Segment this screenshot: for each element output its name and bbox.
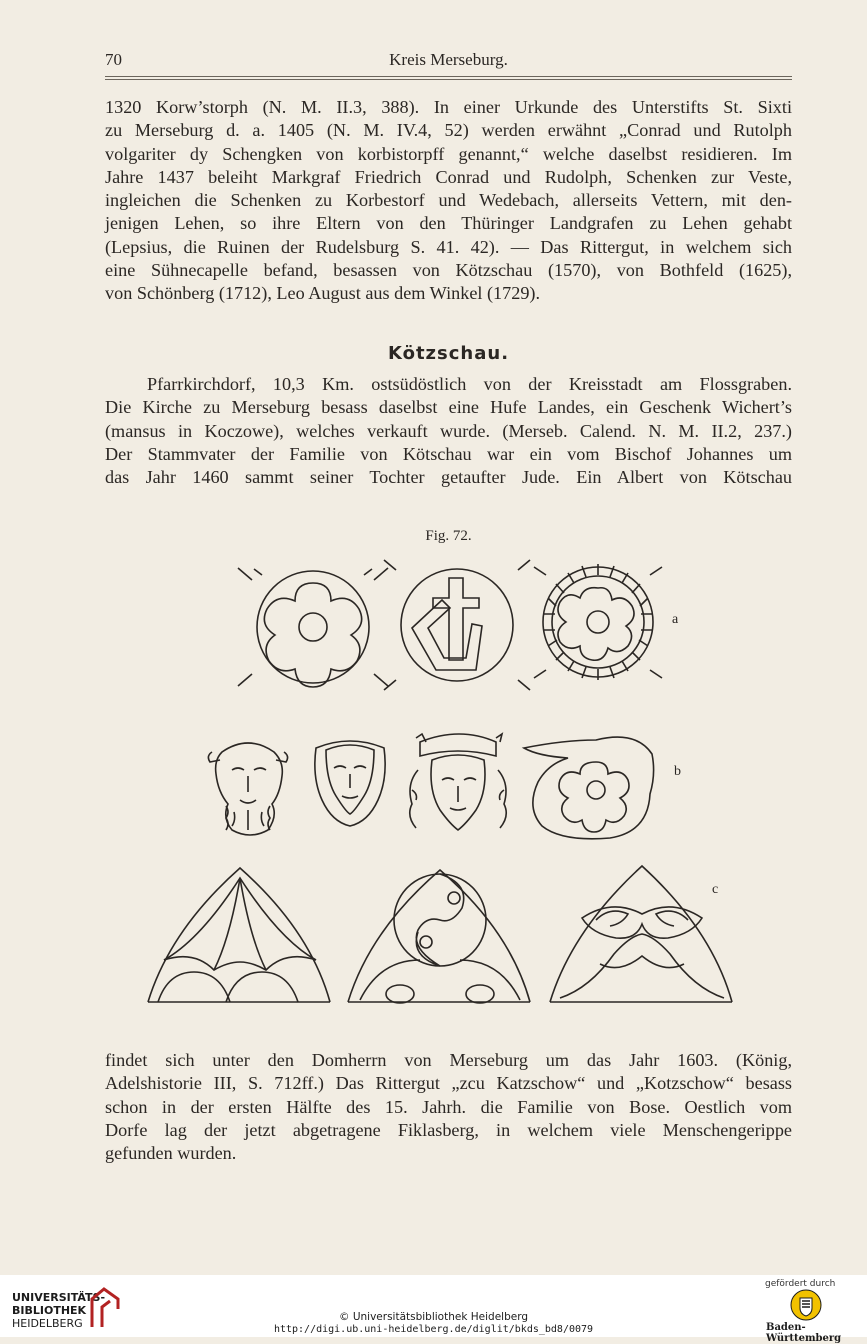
text-line: 1320 Korw’storph (N. M. II.3, 388). In einer Urkunde des Unterstifts St. Sixti bbox=[105, 97, 792, 117]
text-line: das Jahr 1460 sammt seiner Tochter getaufter Jude. Ein Albert von Kötschau bbox=[105, 467, 792, 488]
text-line: ingleichen die Schenken zu Korbestorf und Wedebach, allerseits Vettern, mit den- bbox=[105, 190, 792, 211]
page-header bbox=[105, 50, 792, 76]
cross-boss-drawing bbox=[384, 560, 530, 690]
text-line: Jahre 1437 beleiht Markgraf Friedrich Conrad und Rudolph, Schenken zur Veste, bbox=[105, 166, 792, 187]
text-line: Pfarrkirchdorf, 10,3 Km. ostsüdöstlich von der Kreisstadt am Flossgraben. bbox=[147, 374, 792, 394]
library-name-line: HEIDELBERG bbox=[12, 1317, 83, 1330]
figure-row-label-c: c bbox=[712, 882, 719, 897]
library-name-line: BIBLIOTHEK bbox=[12, 1304, 87, 1317]
figure-row-label-b: b bbox=[674, 764, 681, 779]
funded-by-label: gefördert durch bbox=[765, 1279, 836, 1289]
rose-rosette-drawing bbox=[238, 568, 388, 687]
text-line: gefunden wurden. bbox=[105, 1143, 237, 1164]
text-line: findet sich unter den Domherrn von Merseburg um das Jahr 1603. (König, bbox=[105, 1050, 792, 1070]
paragraph-1 bbox=[105, 96, 792, 306]
paragraph-2 bbox=[105, 373, 792, 489]
page-number: 70 bbox=[105, 50, 122, 69]
text-line: Dorfe lag der jetzt abgetragene Fiklasberg, in welchem viele Menschengerippe bbox=[105, 1119, 792, 1140]
crowned-head-drawing bbox=[410, 734, 507, 830]
section-heading: Kötzschau. bbox=[387, 343, 510, 364]
shield-face-drawing bbox=[315, 741, 385, 826]
figure-caption: Fig. 72. bbox=[425, 528, 472, 544]
paragraph-3 bbox=[105, 1049, 792, 1165]
funder-name: Baden-Württemberg bbox=[766, 1322, 842, 1344]
text-line: (Lepsius, die Ruinen der Rudelsburg S. 41. 42). — Das Rittergut, in welchem sich bbox=[105, 236, 792, 257]
tracery-arch-1-drawing bbox=[148, 868, 330, 1002]
tracery-arch-3-drawing bbox=[550, 866, 732, 1002]
leaf-rosette-drawing bbox=[524, 737, 654, 839]
text-line: Adelshistorie III, S. 712ff.) Das Rittergut „zcu Katzschow“ und „Kotzschow“ besass bbox=[105, 1073, 792, 1094]
text-line: von Schönberg (1712), Leo August aus dem Winkel (1729). bbox=[105, 283, 541, 304]
text-line: eine Sühnecapelle befand, besassen von Kötzschau (1570), von Bothfeld (1625), bbox=[105, 260, 792, 281]
text-line: Die Kirche zu Merseburg besass daselbst eine Hufe Landes, ein Geschenk Wichert’s bbox=[105, 397, 792, 418]
header-rule bbox=[105, 76, 792, 80]
footer-bar bbox=[0, 1275, 867, 1344]
rope-rosette-drawing bbox=[534, 564, 662, 680]
running-title: Kreis Merseburg. bbox=[389, 50, 508, 69]
figure-row-label-a: a bbox=[672, 612, 679, 627]
text-line: Der Stammvater der Familie von Kötschau war ein vom Bischof Johannes um bbox=[105, 443, 792, 464]
text-line: zu Merseburg d. a. 1405 (N. M. IV.4, 52) werden erwähnt „Conrad und Rutolph bbox=[105, 120, 792, 141]
bearded-head-drawing bbox=[208, 743, 287, 835]
text-line: (mansus in Koczowe), welches verkauft wurde. (Merseb. Calend. N. M. II.2, 237.) bbox=[105, 420, 792, 441]
tracery-arch-2-drawing bbox=[348, 870, 530, 1003]
library-name-line: UNIVERSITÄTS- bbox=[12, 1291, 106, 1304]
text-line: jenigen Lehen, so ihre Eltern von den Thüringer Landgrafen zu Lehen gehabt bbox=[105, 213, 792, 234]
permalink-url[interactable]: http://digi.ub.uni-heidelberg.de/diglit/bkds_bd8/0079 bbox=[273, 1324, 594, 1335]
text-line: volgariter dy Schengken von korbistorpff genannt,“ welche daselbst residieren. Im bbox=[105, 143, 792, 164]
text-line: schon in der ersten Hälfte des 15. Jahrh. die Familie von Bose. Oestlich vom bbox=[105, 1096, 792, 1117]
state-seal-icon bbox=[790, 1289, 822, 1321]
copyright-notice: © Universitätsbibliothek Heidelberg bbox=[338, 1311, 528, 1323]
